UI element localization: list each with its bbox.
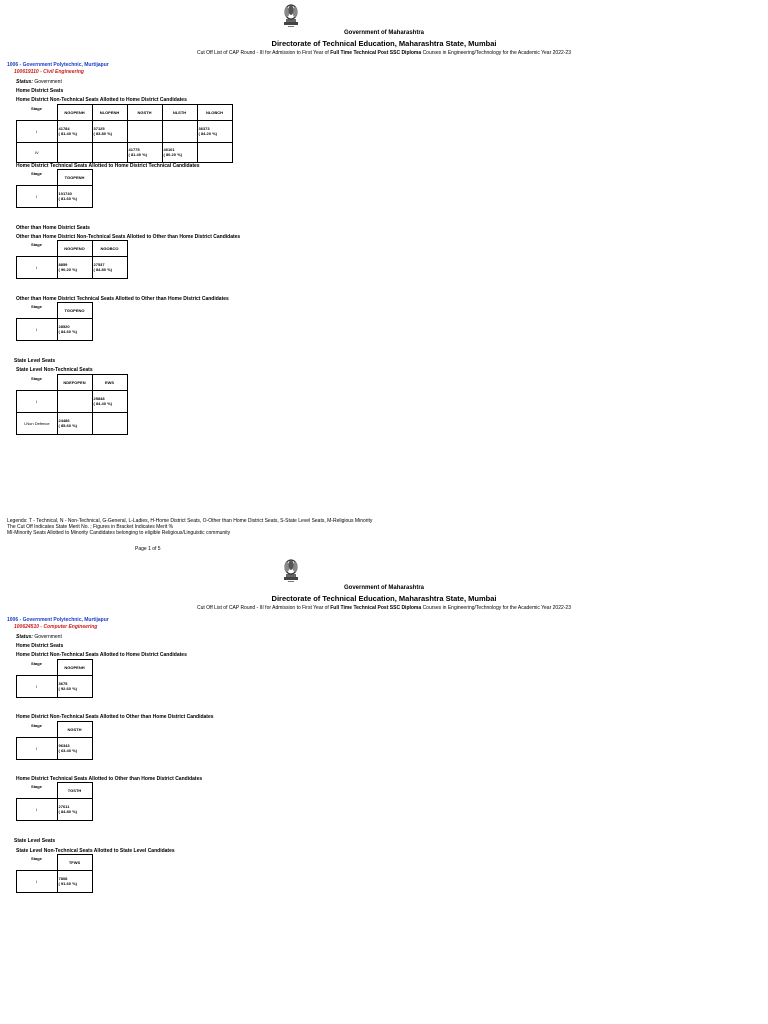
table-row <box>17 390 128 412</box>
cutoff-cell <box>92 142 127 162</box>
table-title: Home District Non-Technical Seats Allotted to Home District Candidates <box>16 652 187 658</box>
stage-header: Stage <box>31 855 42 861</box>
section-other-district: Other than Home District Seats <box>16 225 90 231</box>
cutoff-cell: 41784 ( 81.40 %) <box>57 120 92 142</box>
stage-cell: I <box>17 798 58 820</box>
stage-cell: I <box>17 318 58 340</box>
table-title: Home District Non-Technical Seats Allotted to Home District Candidates <box>16 97 187 103</box>
stage-cell: I <box>17 390 58 412</box>
course-name: 100619110 - Civil Engineering <box>14 69 84 75</box>
stage-header: Stage <box>31 660 42 666</box>
cutoff-table <box>16 374 128 435</box>
table-row <box>17 870 93 892</box>
directorate-title: Directorate of Technical Education, Maharashtra State, Mumbai <box>271 39 497 48</box>
stage-header: Stage <box>31 241 42 247</box>
cutoff-table <box>16 854 93 893</box>
cutoff-cell: 3675 ( 92.60 %) <box>57 675 92 697</box>
table-row <box>17 318 93 340</box>
stage-header: Stage <box>31 722 42 728</box>
stage-cell: I <box>17 675 58 697</box>
section-home-district: Home District Seats <box>16 643 64 649</box>
table-row <box>17 256 128 278</box>
column-header: NGOPENO <box>57 241 92 257</box>
stage-cell: I <box>17 256 58 278</box>
section-home-district: Home District Seats <box>16 88 64 94</box>
table-row <box>17 185 93 207</box>
cutoff-cell: 37125 ( 83.80 %) <box>92 120 127 142</box>
cutoff-cell: 40101 ( 80.20 %) <box>162 142 197 162</box>
cutoff-cell: 41775 ( 81.40 %) <box>127 142 162 162</box>
cutoff-cell: 28520 ( 84.60 %) <box>57 318 92 340</box>
column-header: TGOPENO <box>57 303 92 319</box>
cutoff-grid <box>16 302 93 341</box>
cutoff-cell <box>57 142 92 162</box>
column-header: NLOPENH <box>92 105 127 121</box>
cutoff-cell: 101740 ( 81.60 %) <box>57 185 92 207</box>
directorate-title: Directorate of Technical Education, Maharashtra State, Mumbai <box>271 594 497 603</box>
cutoff-grid <box>16 104 233 163</box>
cutoff-cell: 96343 ( 63.40 %) <box>57 737 92 759</box>
status-line: Status: Government <box>16 79 62 85</box>
column-header: NLSTH <box>162 105 197 121</box>
table-title: Other than Home District Non-Technical Seats Allotted to Other than Home District Candidates <box>16 234 241 240</box>
table-title: Home District Technical Seats Allotted to Home District Technical Candidates <box>16 163 200 169</box>
state-emblem-icon <box>280 2 302 28</box>
cutoff-cell: 27611 ( 84.80 %) <box>57 798 92 820</box>
stage-cell: I <box>17 185 58 207</box>
cutoff-subtitle: Cut Off List of CAP Round - III for Admission to First Year of Full Time Technical Post SSC Diploma Courses in Engineering/Technology for the Academic Year 2022-23 <box>197 50 571 56</box>
institute-name: 1006 - Government Polytechnic, Murtijapur <box>7 617 109 623</box>
cutoff-table <box>16 721 93 760</box>
stage-cell: I <box>17 737 58 759</box>
cutoff-cell: 7808 ( 91.60 %) <box>57 870 92 892</box>
stage-cell: I-Non Defence <box>17 412 58 434</box>
cutoff-table <box>16 240 128 279</box>
column-header: NGOBCO <box>92 241 127 257</box>
table-row <box>17 120 233 142</box>
stage-header: Stage <box>31 303 42 309</box>
table-row <box>17 737 93 759</box>
column-header: NDEFOPEN <box>57 375 92 391</box>
cutoff-table <box>16 302 93 341</box>
stage-cell: I <box>17 120 58 142</box>
cutoff-grid <box>16 659 93 698</box>
section-state-level: State Level Seats <box>14 838 56 844</box>
cutoff-grid <box>16 169 93 208</box>
stage-header: Stage <box>31 170 42 176</box>
column-header: TGSTH <box>57 783 92 799</box>
cutoff-grid <box>16 854 93 893</box>
legend: Legends: T - Technical, N - Non-Technical, G-General, L-Ladies, H-Home District Seats, O-Other than Home District Seats, S-State Level Seats, M-Religious Minority The Cut Off Indicates State Merit No. ; Figures in Bracket Indicates Merit % MI-Minority Seats Allotted to Minority Candidates belonging to eligible Religious/Linguistic community <box>7 518 373 536</box>
cutoff-cell: 27537 ( 84.80 %) <box>92 256 127 278</box>
table-title: Home District Technical Seats Allotted to Other than Home District Candidates <box>16 776 203 782</box>
table-row <box>17 142 233 162</box>
table-title: Other than Home District Technical Seats Allotted to Other than Home District Candidates <box>16 296 229 302</box>
cutoff-table <box>16 659 93 698</box>
cutoff-cell: 24486 ( 85.60 %) <box>57 412 92 434</box>
table-title: State Level Non-Technical Seats Allotted to State Level Candidates <box>16 848 175 854</box>
table-row <box>17 798 93 820</box>
cutoff-table <box>16 169 93 208</box>
stage-header: Stage <box>31 105 42 111</box>
course-name: 100624510 - Computer Engineering <box>14 624 98 630</box>
gov-title: Government of Maharashtra <box>343 30 425 36</box>
column-header: TFWS <box>57 855 92 871</box>
column-header: NLOBCH <box>197 105 232 121</box>
cutoff-cell: 25848 ( 84.40 %) <box>92 390 127 412</box>
table-row <box>17 675 93 697</box>
cutoff-cell <box>127 120 162 142</box>
stage-cell: I <box>17 870 58 892</box>
cutoff-cell <box>92 412 127 434</box>
cutoff-cell: 8859 ( 90.20 %) <box>57 256 92 278</box>
stage-cell: IV <box>17 142 58 162</box>
cutoff-table <box>16 782 93 821</box>
column-header: NGOPENH <box>57 105 92 121</box>
cutoff-grid <box>16 782 93 821</box>
cutoff-grid <box>16 374 128 435</box>
state-emblem-icon <box>280 557 302 583</box>
column-header: NGOPENH <box>57 660 92 676</box>
section-state-level: State Level Seats <box>14 358 56 364</box>
column-header: NGSTH <box>127 105 162 121</box>
column-header: NGSTH <box>57 722 92 738</box>
page-number: Page 1 of 5 <box>135 546 161 552</box>
table-title: Home District Non-Technical Seats Allotted to Other than Home District Candidates <box>16 714 214 720</box>
cutoff-table <box>16 104 233 163</box>
table-row <box>17 412 128 434</box>
table-title: State Level Non-Technical Seats <box>16 367 93 373</box>
cutoff-grid <box>16 240 128 279</box>
stage-header: Stage <box>31 783 42 789</box>
cutoff-cell: 36373 ( 84.20 %) <box>197 120 232 142</box>
column-header: TGOPENH <box>57 170 92 186</box>
cutoff-subtitle: Cut Off List of CAP Round - III for Admission to First Year of Full Time Technical Post SSC Diploma Courses in Engineering/Technology for the Academic Year 2022-23 <box>197 605 571 611</box>
cutoff-cell <box>197 142 232 162</box>
column-header: EWS <box>92 375 127 391</box>
status-line: Status: Government <box>16 634 62 640</box>
cutoff-cell <box>162 120 197 142</box>
stage-header: Stage <box>31 375 42 381</box>
gov-title: Government of Maharashtra <box>343 585 425 591</box>
cutoff-cell <box>57 390 92 412</box>
cutoff-grid <box>16 721 93 760</box>
institute-name: 1006 - Government Polytechnic, Murtijapur <box>7 62 109 68</box>
